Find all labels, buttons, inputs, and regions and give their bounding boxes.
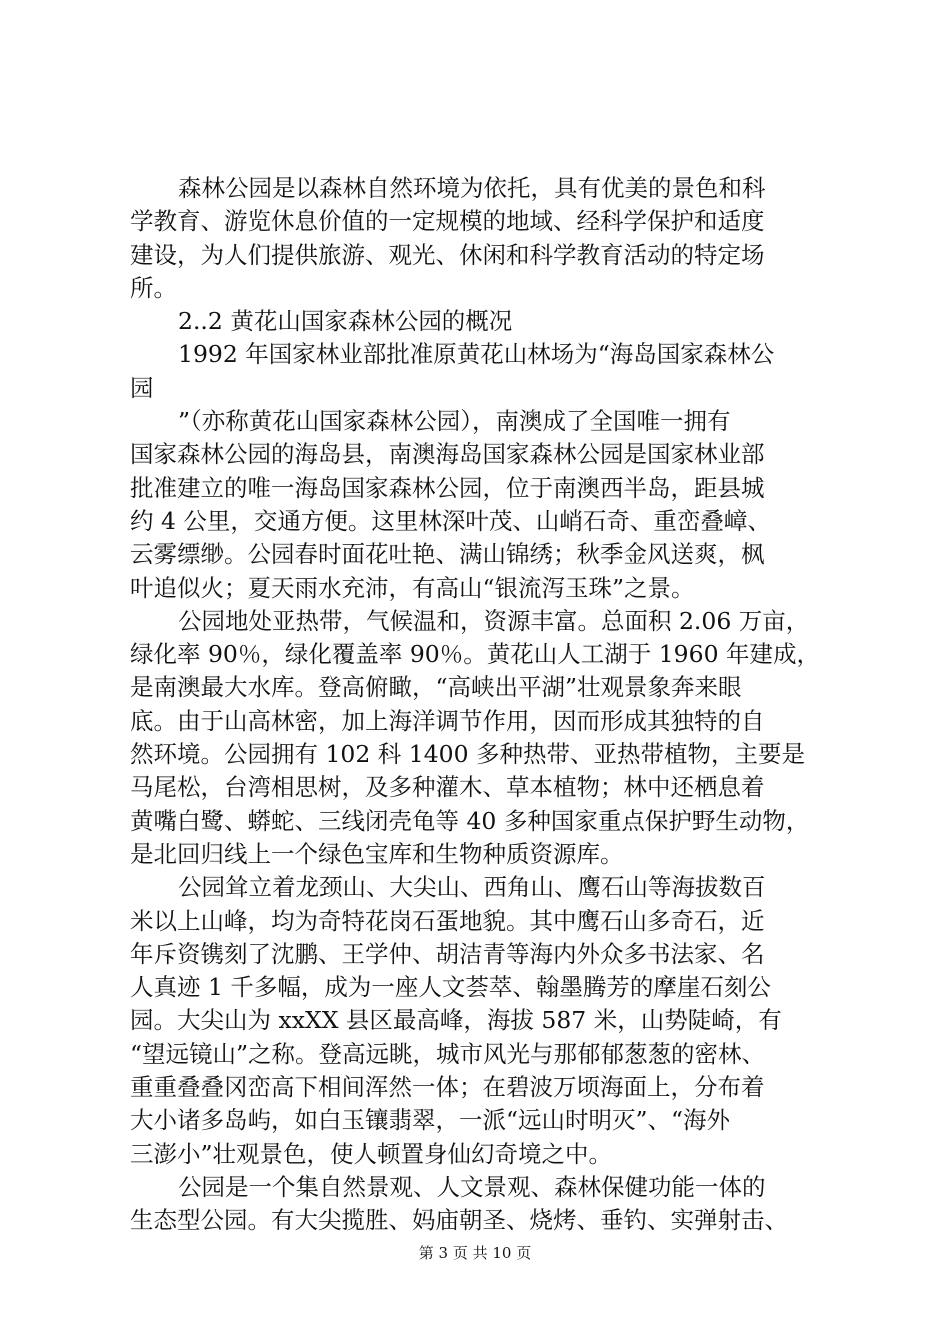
text-line: 国家森林公园的海岛县，南澳海岛国家森林公园是国家林业部 (130, 440, 765, 469)
text-line: 年斥资镌刻了沈鹏、王学仲、胡洁青等海内外众多书法家、名 (130, 939, 765, 968)
text-line: 1992 年国家林业部批准原黄花山林场为“海岛国家森林公 (178, 340, 775, 369)
text-line: ”（亦称黄花山国家森林公园），南澳成了全国唯一拥有 (178, 407, 731, 436)
text-line: 人真迹 1 千多幅，成为一座人文荟萃、翰墨腾芳的摩崖石刻公 (130, 973, 771, 1002)
text-line: 是北回归线上一个绿色宝库和生物种质资源库。 (130, 839, 624, 868)
text-line: 是南澳最大水库。登高俯瞰，“高峡出平湖”壮观景象奔来眼 (130, 673, 742, 702)
paragraph-climate (130, 605, 830, 871)
text-line: 大小诸多岛屿，如白玉镶翡翠，一派“远山时明灭”、“海外 (130, 1106, 731, 1135)
paragraph-approval (130, 338, 830, 405)
text-line: 森林公园是以森林自然环境为依托，具有优美的景色和科 (178, 174, 766, 202)
text-line: 叶追似火；夏天雨水充沛，有高山“银流泻玉珠”之景。 (130, 573, 695, 602)
text-line: 三澎小”壮观景色，使人顿置身仙幻奇境之中。 (130, 1139, 613, 1168)
text-line: 园。大尖山为 xxXX 县区最高峰，海拔 587 米，山势陡崎，有 (130, 1006, 782, 1035)
paragraph-definition (130, 172, 830, 305)
text-line: 公园地处亚热带，气候温和，资源丰富。总面积 2.06 万亩， (178, 606, 810, 635)
text-line: 园 (130, 373, 154, 402)
text-line: 重重叠叠冈峦高下相间浑然一体；在碧波万顷海面上，分布着 (130, 1073, 765, 1102)
text-line: 马尾松，台湾相思树，及多种灌木、草本植物；林中还栖息着 (130, 773, 765, 802)
section-heading (130, 305, 830, 338)
paragraph-overview (130, 405, 830, 605)
body-text (130, 172, 830, 1238)
text-line: 生态型公园。有大尖揽胜、妈庙朝圣、烧烤、垂钓、实弹射击、 (130, 1206, 788, 1235)
paragraph-ecology (130, 1171, 830, 1238)
text-line: 批准建立的唯一海岛国家森林公园，位于南澳西半岛，距县城 (130, 473, 765, 502)
text-line: 黄嘴白鹭、蟒蛇、三线闭壳龟等 40 多种国家重点保护野生动物， (130, 806, 810, 835)
text-line: 云雾缥缈。公园春时面花吐艳、满山锦绣；秋季金风送爽，枫 (130, 540, 765, 569)
text-line: 约 4 公里，交通方便。这里林深叶茂、山峭石奇、重峦叠嶂、 (130, 506, 771, 535)
text-line: 然环境。公园拥有 102 科 1400 多种热带、亚热带植物，主要是 (130, 740, 806, 769)
page-footer (0, 1242, 950, 1263)
text-line: 底。由于山高林密，加上海洋调节作用，因而形成其独特的自 (130, 706, 765, 735)
text-line: 公园是一个集自然景观、人文景观、森林保健功能一体的 (178, 1172, 766, 1201)
paragraph-mountains (130, 871, 830, 1171)
section-title: 2..2 黄花山国家森林公园的概况 (178, 307, 513, 336)
text-line: “望远镜山”之称。登高远眺，城市风光与那郁郁葱葱的密林、 (130, 1039, 766, 1068)
page-number: 第 3 页 共 10 页 (418, 1244, 532, 1262)
text-line: 所。 (130, 273, 177, 302)
text-line: 公园耸立着龙颈山、大尖山、西角山、鹰石山等海拔数百 (178, 873, 766, 902)
text-line: 学教育、游览休息价值的一定规模的地域、经科学保护和适度 (130, 207, 765, 236)
text-line: 绿化率 90％，绿化覆盖率 90％。黄花山人工湖于 1960 年建成， (130, 640, 820, 669)
text-line: 米以上山峰，均为奇特花岗石蛋地貌。其中鹰石山多奇石，近 (130, 906, 765, 935)
text-line: 建设，为人们提供旅游、观光、休闲和科学教育活动的特定场 (130, 240, 765, 269)
